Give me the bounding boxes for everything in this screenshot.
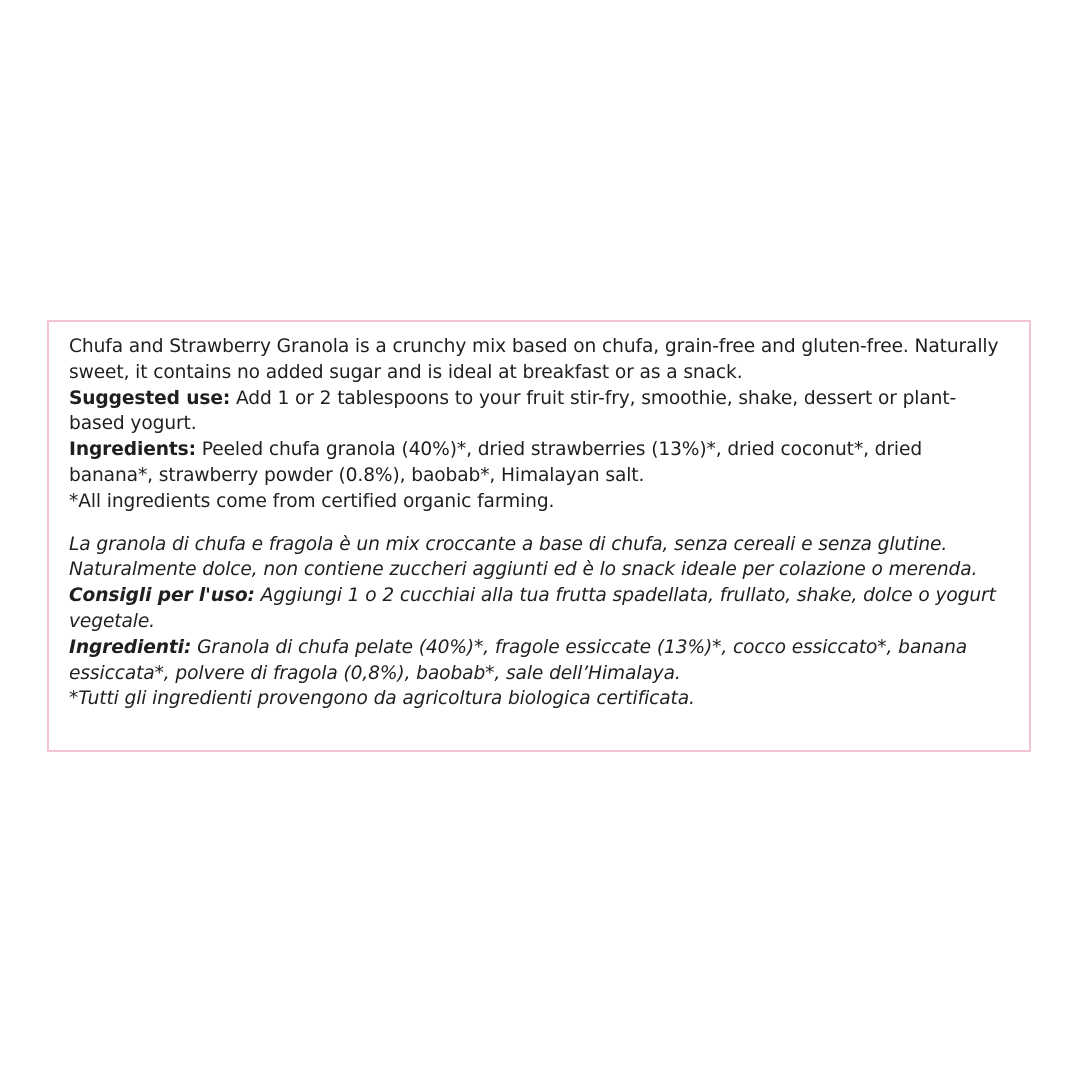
english-suggested-use: [69, 386, 1010, 438]
english-section: [69, 334, 1010, 515]
english-ingredients-label: Ingredients:: [69, 439, 196, 461]
english-ingredients: [69, 437, 1010, 489]
italian-description: La granola di chufa e fragola è un mix croccante a base di chufa, senza cereali e senza glutine. Naturalmente dolce, non contiene zuccheri aggiunti ed è lo snack ideale per colazione o merenda.: [69, 533, 978, 581]
english-suggested-use-label: Suggested use:: [69, 387, 231, 409]
italian-section: [69, 532, 1010, 713]
product-info-box: [47, 320, 1031, 752]
italian-organic-note: *Tutti gli ingredienti provengono da agricoltura biologica certificata.: [69, 688, 695, 710]
english-description: Chufa and Strawberry Granola is a crunchy mix based on chufa, grain-free and gluten-free. Naturally sweet, it contains no added sugar and is ideal at breakfast or as a snack.: [69, 336, 999, 383]
english-ingredients-text: Peeled chufa granola (40%)*, dried strawberries (13%)*, dried coconut*, dried banana*, strawberry powder (0.8%), baobab*, Himalayan salt.: [69, 439, 923, 486]
italian-suggested-use-label: Consigli per l'uso:: [69, 585, 255, 607]
english-organic-note: *All ingredients come from certified organic farming.: [69, 490, 555, 512]
italian-ingredients-text: Granola di chufa pelate (40%)*, fragole essiccate (13%)*, cocco essiccato*, banana essiccata*, polvere di fragola (0,8%), baobab*, sale dell’Himalaya.: [69, 636, 968, 684]
italian-ingredients: [69, 635, 1010, 687]
english-suggested-use-text: Add 1 or 2 tablespoons to your fruit stir-fry, smoothie, shake, dessert or plant-based yogurt.: [69, 387, 957, 435]
italian-suggested-use: [69, 583, 1010, 635]
italian-ingredients-label: Ingredienti:: [69, 636, 192, 658]
italian-suggested-use-text: Aggiungi 1 o 2 cucchiai alla tua frutta spadellata, frullato, shake, dolce o yogurt vegetale.: [69, 585, 996, 632]
